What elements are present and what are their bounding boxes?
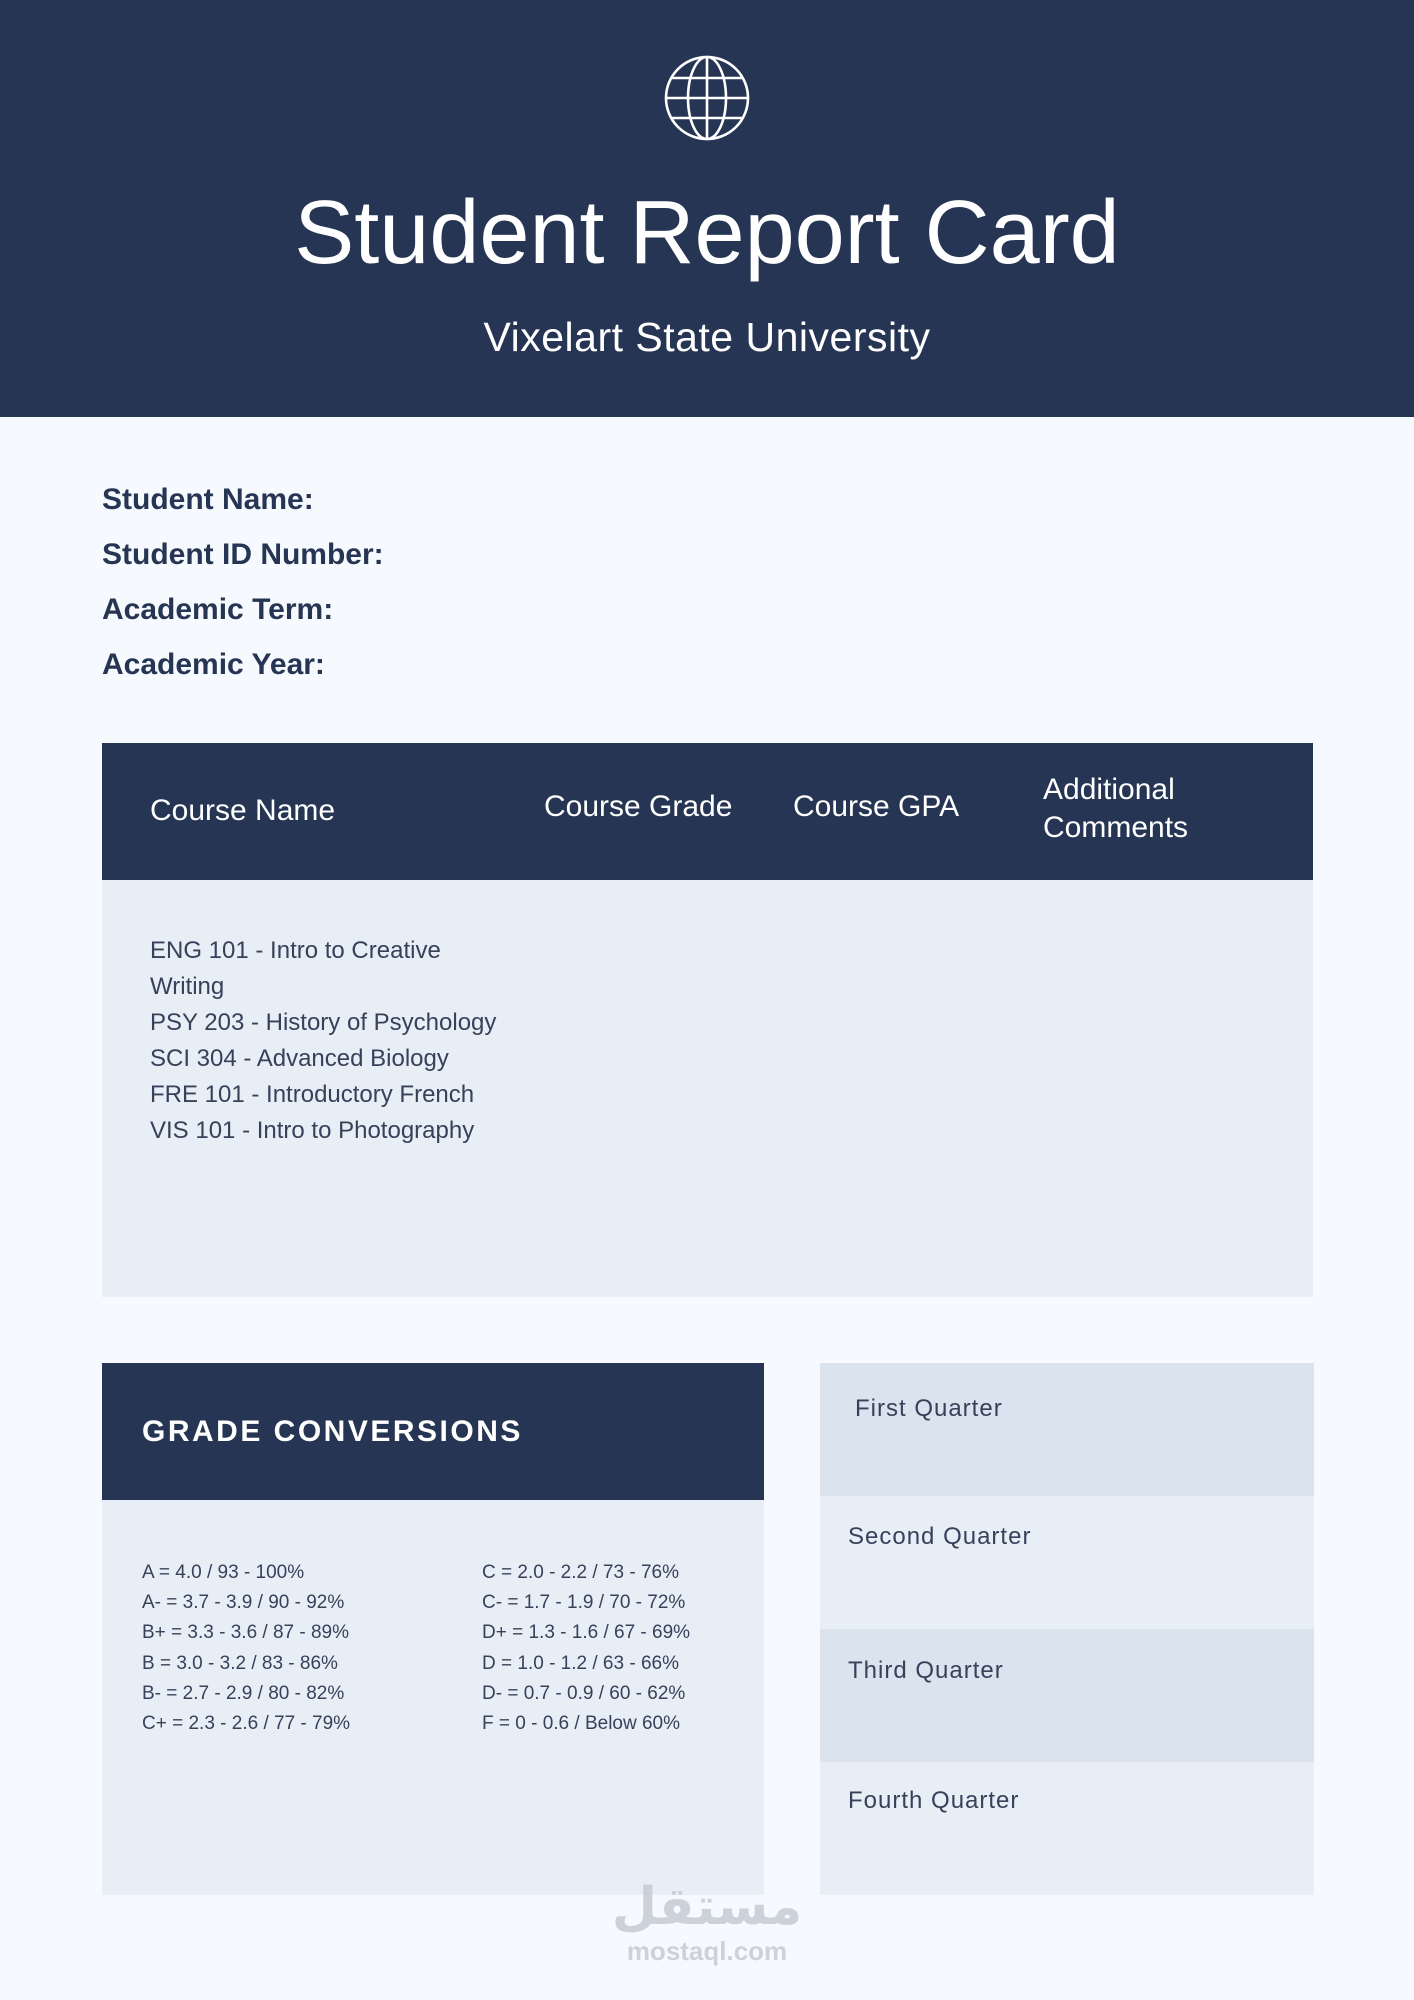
quarter-first — [820, 1363, 1314, 1496]
watermark-logo: مستقل — [611, 1877, 803, 1937]
conversion-item: D- = 0.7 - 0.9 / 60 - 62% — [482, 1682, 686, 1704]
student-name-label: Student Name: — [102, 483, 314, 516]
grade-conversions-header — [102, 1363, 764, 1500]
course-item: ENG 101 - Intro to Creative Writing — [150, 937, 441, 1000]
quarter-second — [820, 1496, 1314, 1629]
conversion-item: D+ = 1.3 - 1.6 / 67 - 69% — [482, 1622, 691, 1644]
academic-year-label: Academic Year: — [102, 648, 325, 681]
quarter-label: Second Quarter — [848, 1523, 1032, 1550]
conversion-item: F = 0 - 0.6 / Below 60% — [482, 1713, 681, 1735]
course-table-header — [102, 743, 1313, 880]
conversion-list-right — [482, 1558, 690, 1739]
conversion-item: B+ = 3.3 - 3.6 / 87 - 89% — [142, 1622, 350, 1644]
academic-term-label: Academic Term: — [102, 593, 334, 626]
header-course-gpa: Course GPA — [793, 790, 960, 823]
conversion-item: A- = 3.7 - 3.9 / 90 - 92% — [142, 1592, 345, 1614]
grade-conversions-title: GRADE CONVERSIONS — [142, 1415, 523, 1448]
watermark — [600, 1878, 814, 1966]
course-item: VIS 101 - Intro to Photography — [150, 1117, 475, 1144]
watermark-url: mostaql.com — [626, 1936, 788, 1966]
university-name: Vixelart State University — [483, 314, 931, 360]
student-info — [102, 472, 384, 692]
quarter-fourth — [820, 1762, 1314, 1895]
page-title: Student Report Card — [294, 183, 1120, 283]
conversion-item: B = 3.0 - 3.2 / 83 - 86% — [142, 1652, 338, 1674]
conversion-item: B- = 2.7 - 2.9 / 80 - 82% — [142, 1682, 345, 1704]
conversion-list-left — [142, 1558, 350, 1739]
report-header — [0, 0, 1414, 417]
course-item: PSY 203 - History of Psychology — [150, 1009, 497, 1036]
student-id-label: Student ID Number: — [102, 538, 384, 571]
course-item: SCI 304 - Advanced Biology — [150, 1045, 449, 1072]
conversion-item: C+ = 2.3 - 2.6 / 77 - 79% — [142, 1713, 351, 1735]
grade-conversions-panel — [102, 1363, 764, 1895]
conversion-item: C = 2.0 - 2.2 / 73 - 76% — [482, 1562, 679, 1583]
conversion-item: D = 1.0 - 1.2 / 63 - 66% — [482, 1652, 679, 1674]
quarter-label: Fourth Quarter — [848, 1787, 1020, 1814]
header-course-grade: Course Grade — [544, 790, 733, 823]
course-list — [150, 933, 510, 1149]
quarter-label: First Quarter — [855, 1395, 1003, 1422]
conversion-item: A = 4.0 / 93 - 100% — [142, 1562, 305, 1583]
conversion-item: C- = 1.7 - 1.9 / 70 - 72% — [482, 1592, 686, 1614]
course-item: FRE 101 - Introductory French — [150, 1081, 475, 1108]
quarter-label: Third Quarter — [848, 1657, 1004, 1684]
quarter-third — [820, 1629, 1314, 1762]
globe-icon — [663, 54, 751, 142]
header-course-name: Course Name — [150, 794, 336, 827]
course-table — [102, 743, 1313, 1297]
header-additional-comments: Additional Comments — [1043, 773, 1189, 844]
